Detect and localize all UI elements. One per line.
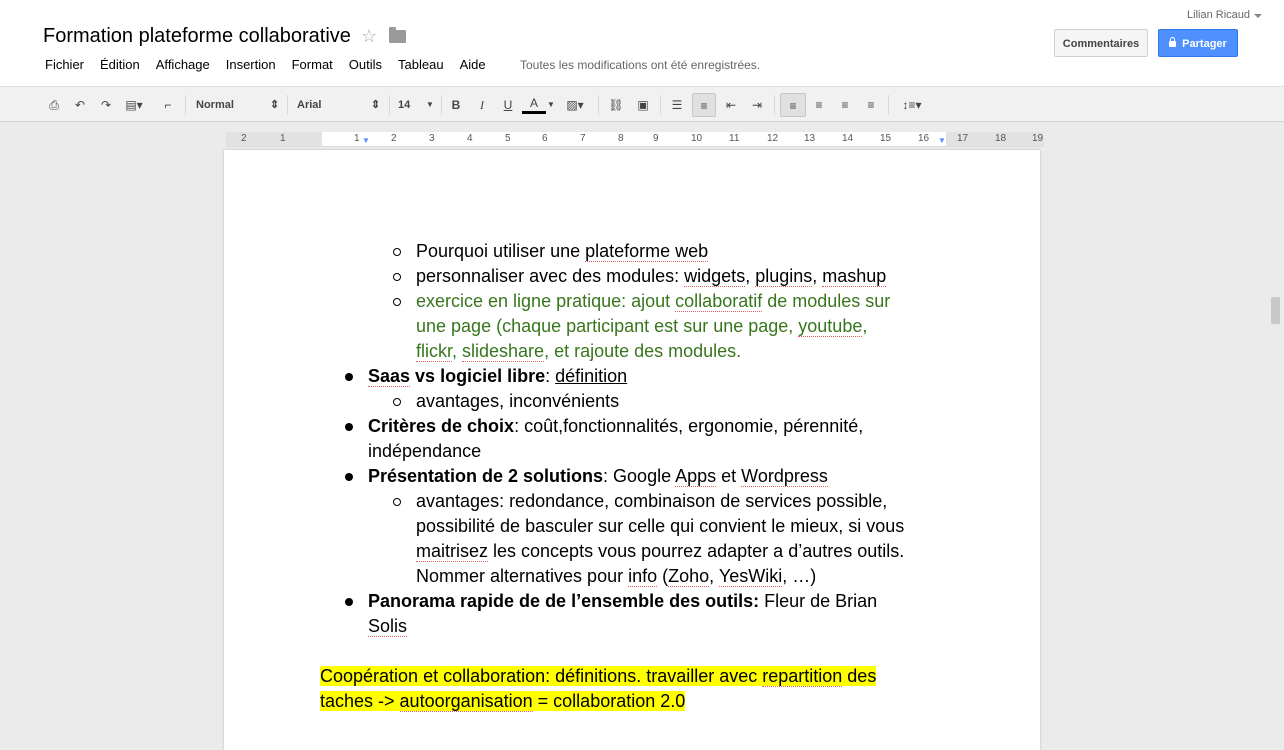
decrease-indent-icon[interactable]: ⇤ [725,98,737,112]
ruler-number: 13 [804,133,816,144]
increase-indent-icon[interactable]: ⇥ [751,98,763,112]
underline-button[interactable]: U [503,98,513,112]
numbered-list-icon[interactable]: ☰ [671,98,683,112]
font-size-select[interactable] [398,96,436,114]
ruler-number: 15 [880,133,892,144]
bulleted-list-icon[interactable]: ≡ [692,93,716,117]
comments-button[interactable]: Commentaires [1054,29,1148,57]
chevron-down-icon[interactable]: ▼ [547,100,555,109]
ruler-number: 1 [354,133,360,144]
text-color-button[interactable]: A [522,96,546,114]
ruler-number: 2 [391,133,397,144]
list-item: avantages: redondance, combinaison de services possible, [416,491,888,511]
list-item-continuation: flickr, slideshare, et rajoute des modules. [416,341,742,361]
sub-bullet-icon [393,498,401,506]
list-item: personnaliser avec des modules: widgets, plugins, mashup [416,266,887,286]
toolbar-divider [598,95,599,115]
paint-format-icon[interactable]: ⌐ [164,98,172,112]
list-item: avantages, inconvénients [416,391,620,411]
line-spacing-icon[interactable]: ↕≡▾ [902,98,922,112]
ruler-number: 3 [429,133,435,144]
updown-icon: ⇕ [371,99,381,111]
ruler-number: 16 [918,133,930,144]
updown-icon: ⇕ [270,99,280,111]
toolbar-divider [774,95,775,115]
ruler-number: 5 [505,133,511,144]
menu-help[interactable]: Aide [459,57,486,72]
toolbar-divider [287,95,288,115]
scrollbar-thumb[interactable] [1271,297,1280,324]
font-select-value: Arial [297,99,322,111]
ruler-number: 2 [241,133,247,144]
list-item: Panorama rapide de de l’ensemble des outils: Fleur de Brian [368,591,878,611]
menu-table[interactable]: Tableau [398,57,444,72]
sub-bullet-icon [393,273,401,281]
menu-view[interactable]: Affichage [155,57,210,72]
list-item: Saas vs logiciel libre: définition [368,366,628,386]
align-center-icon[interactable]: ≡ [815,98,823,112]
list-item-continuation: maitrisez les concepts vous pourrez adapter a d’autres outils. [416,541,905,561]
link-icon[interactable]: ⛓ [608,98,624,112]
list-item: exercice en ligne pratique: ajout collaboratif de modules sur [416,291,891,311]
ruler[interactable] [226,132,1044,147]
ruler-number: 4 [467,133,473,144]
align-right-icon[interactable]: ≡ [841,98,849,112]
folder-icon[interactable] [389,30,406,43]
print-icon[interactable]: ⎙ [49,98,59,112]
toolbar-divider [888,95,889,115]
toolbar [0,86,1284,122]
lock-icon [1169,41,1176,47]
bullet-icon [345,473,353,481]
chevron-down-icon[interactable] [1254,14,1262,18]
toolbar-divider [441,95,442,115]
italic-button[interactable]: I [480,98,484,112]
share-button[interactable] [1158,29,1238,57]
undo-icon[interactable]: ↶ [74,98,86,112]
ruler-number: 6 [542,133,548,144]
align-justify-icon[interactable]: ≡ [867,98,875,112]
ruler-number: 8 [618,133,624,144]
font-select[interactable] [297,96,381,114]
font-size-value: 14 [398,99,411,111]
sub-bullet-icon [393,398,401,406]
star-icon[interactable]: ☆ [361,26,378,46]
ruler-number: 12 [767,133,779,144]
highlighted-paragraph: Coopération et collaboration: définitions. travailler avec repartition des [320,666,877,686]
redo-icon[interactable]: ↷ [100,98,112,112]
indent-marker-icon[interactable]: ▼ [362,136,370,145]
document-page[interactable] [224,150,1040,750]
style-select-value: Normal [196,99,234,111]
list-item: Pourquoi utiliser une plateforme web [416,241,709,261]
ruler-number: 18 [995,133,1007,144]
chevron-down-icon: ▼ [426,100,434,109]
ruler-number: 14 [842,133,854,144]
list-item-continuation: indépendance [368,441,482,461]
menu-tools[interactable]: Outils [348,57,383,72]
list-item-continuation: Solis [368,616,408,636]
list-item-continuation: une page (chaque participant est sur une page, youtube, [416,316,868,336]
document-title[interactable]: Formation plateforme collaborative [43,25,351,47]
ruler-number: 17 [957,133,969,144]
align-left-icon[interactable]: ≡ [780,93,806,117]
ruler-number: 7 [580,133,586,144]
ruler-number: 10 [691,133,703,144]
paste-icon[interactable]: ▤▾ [125,98,143,112]
right-indent-marker-icon[interactable]: ▼ [938,136,946,145]
highlighted-paragraph-continuation: taches -> autoorganisation = collaboration 2.0 [320,691,686,711]
toolbar-divider [389,95,390,115]
image-icon[interactable]: ▣ [637,98,649,112]
highlight-color-icon[interactable]: ▨▾ [566,98,584,112]
list-item-continuation: possibilité de basculer sur celle qui convient le mieux, si vous [416,516,905,536]
list-item: Présentation de 2 solutions: Google Apps et Wordpress [368,466,828,486]
menu-format[interactable]: Format [291,57,333,72]
toolbar-divider [660,95,661,115]
bullet-icon [345,373,353,381]
bullet-icon [345,598,353,606]
menu-insert[interactable]: Insertion [225,57,276,72]
bold-button[interactable]: B [451,98,461,112]
sub-bullet-icon [393,248,401,256]
share-button-label: Partager [1182,38,1227,50]
style-select[interactable] [196,96,280,114]
list-item: Critères de choix: coût,fonctionnalités, ergonomie, pérennité, [368,416,864,436]
ruler-number: 11 [729,133,740,144]
list-item-continuation: Nommer alternatives pour info (Zoho, YesWiki, …) [416,566,817,586]
bullet-icon [345,423,353,431]
menu-file[interactable]: Fichier [45,57,85,72]
menu-bar [45,57,502,72]
ruler-number: 1 [280,133,286,144]
save-status: Toutes les modifications ont été enregistrées. [520,58,761,72]
ruler-number: 19 [1032,133,1044,144]
toolbar-divider [185,95,186,115]
user-account[interactable]: Lilian Ricaud [1187,9,1250,21]
ruler-number: 9 [653,133,659,144]
sub-bullet-icon [393,298,401,306]
menu-edit[interactable]: Édition [100,57,140,72]
